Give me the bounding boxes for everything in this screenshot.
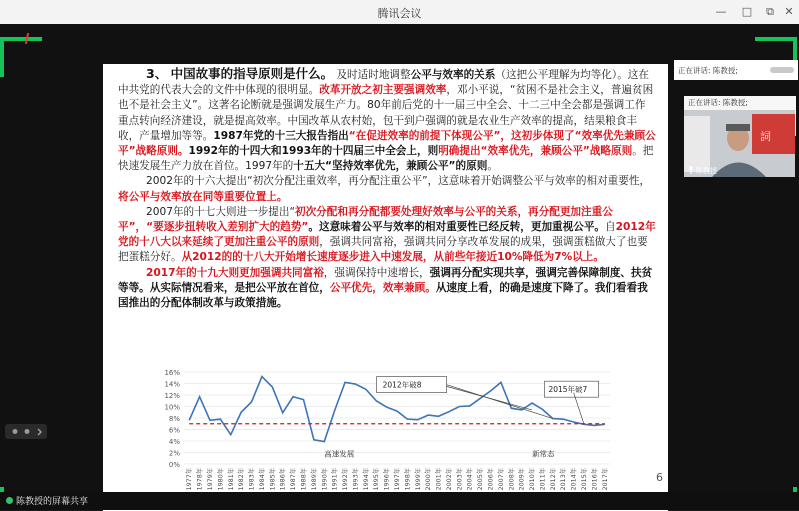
share-border-corner (0, 37, 42, 41)
para1-segment: （这把公平理解为均等化）。这在中共党的代表大会的文件中体现的很明显。 (118, 69, 649, 96)
x-tick-label: 1995年 (371, 467, 380, 490)
para1-segment: 1987年党的十三大报告指出 (213, 130, 348, 142)
speaker-name: 陈教授 (696, 166, 717, 176)
screen-share-icon (6, 497, 13, 504)
x-tick-label: 1997年 (392, 467, 401, 490)
x-tick-label: 1980年 (215, 467, 224, 490)
y-tick-label: 2% (169, 450, 180, 458)
svg-text:詞: 詞 (760, 130, 771, 143)
share-border-corner (755, 37, 797, 41)
slide-paragraph-3 (118, 205, 656, 266)
x-tick-label: 2017年 (600, 467, 609, 490)
x-tick-label: 2007年 (496, 467, 505, 490)
para1-segment: 及时适时地调整 (336, 69, 410, 81)
x-tick-label: 2005年 (475, 467, 484, 490)
x-tick-label: 2004年 (465, 467, 474, 490)
x-tick-label: 1993年 (350, 467, 359, 490)
para1-segment: 十五大“坚持效率优先，兼顾公平”的原则 (293, 160, 487, 172)
slide-heading-number: 3、 (118, 66, 167, 81)
para2-segment: 2002年的十六大提出“初次分配注重效率，再分配注重公平”，这意味着开始调整公平与效率的相对重要性， (146, 175, 650, 187)
para2-segment: 将公平与效率放在同等重要位置上。 (118, 191, 288, 203)
paragraph-3-text (118, 206, 656, 264)
x-tick-label: 1983年 (247, 467, 256, 490)
para3-segment: 。这意味着公平与效率的相对重要性已经反转，更加重视公平。 (308, 221, 605, 233)
y-tick-label: 10% (164, 404, 180, 412)
shared-slide (103, 64, 668, 511)
slide-paragraph-4 (118, 266, 656, 312)
x-tick-label: 1991年 (330, 467, 339, 490)
x-tick-label: 1996年 (382, 467, 391, 490)
para1-segment: 明确提出“效率优先，兼顾公平”战略原则 (438, 145, 632, 157)
callout-2015: 2015年破7 (548, 384, 587, 394)
paragraph-1-text (118, 69, 656, 172)
para3-segment: 从2012的的十八大开始增长速度逐步进入中速发展，从前些年 (182, 251, 476, 263)
slide-page-number: 6 (656, 471, 663, 484)
para4-segment: 强调再分配实现共享，强调完善保障制度、扶贫等等。从实际情况看来，是把公平放在首位， (118, 267, 652, 294)
slide-paragraph-1 (118, 66, 656, 174)
x-tick-label: 1986年 (278, 467, 287, 490)
para3-segment: 自 (605, 221, 616, 233)
callout-leader-2012 (447, 385, 553, 419)
callout-2012: 2012年破8 (383, 380, 422, 390)
x-tick-label: 1990年 (319, 467, 328, 490)
y-tick-label: 12% (164, 392, 180, 400)
para1-segment: 改革开放之初主要强调效率 (319, 84, 446, 96)
x-tick-label: 2015年 (579, 467, 588, 490)
share-border-corner (0, 37, 4, 77)
window-title: 腾讯会议 (0, 5, 799, 21)
para1-segment: ，邓小平说，“贫困不是社会主义，普遍贫困也不是社会主义”。这著名论断就是强调发展生产力。80年前后党的十一届三中全会、十二三中全会都是强调工作重点转向经济建设，就是提高效率。中国改革从农村始，包干到户强调的就是农业生产效率的提高，结果粮食丰收，产量增加等等。 (118, 84, 653, 142)
x-tick-label: 1994年 (361, 467, 370, 490)
close-button[interactable]: ✕ (779, 2, 799, 22)
restore-button[interactable]: ⧉ (760, 2, 780, 22)
x-tick-label: 2002年 (444, 467, 453, 490)
x-tick-label: 1982年 (236, 467, 245, 490)
share-toolbar-collapsed[interactable] (5, 424, 47, 439)
para4-segment: 公平优先，效率兼顾。 (330, 282, 436, 294)
minimize-button[interactable]: — (711, 2, 731, 22)
x-tick-label: 2011年 (537, 467, 546, 490)
para4-segment: 从速度上看，的确是速度下降了。我们看看我国推出的分配体制改革与政策措施。 (118, 282, 648, 309)
para1-segment: 。 (487, 160, 498, 172)
x-tick-label: 1979年 (205, 467, 214, 490)
x-tick-label: 1992年 (340, 467, 349, 490)
para3-segment: 接近10%降低为7%以上。 (476, 251, 604, 263)
y-tick-label: 6% (169, 427, 180, 435)
x-tick-label: 1988年 (298, 467, 307, 490)
para4-segment: ，强调保持中速增长， (324, 267, 430, 279)
x-tick-label: 1989年 (309, 467, 318, 490)
x-tick-label: 1977年 (184, 467, 193, 490)
now-speaking-label: 正在讲话: 陈教授; (688, 97, 748, 108)
y-tick-label: 16% (164, 369, 180, 377)
annotation-high-growth: 高速发展 (324, 449, 354, 459)
x-tick-label: 2000年 (423, 467, 432, 490)
x-tick-label: 2006年 (486, 467, 495, 490)
x-tick-label: 1998年 (402, 467, 411, 490)
y-tick-label: 0% (169, 461, 180, 469)
share-toolbar-icons (5, 424, 47, 439)
x-tick-label: 1987年 (288, 467, 297, 490)
para1-segment: 公平与效率的关系 (411, 69, 496, 81)
gdp-growth-chart (148, 366, 618, 511)
x-tick-label: 2003年 (454, 467, 463, 490)
x-tick-label: 2013年 (558, 467, 567, 490)
screen-share-bar (0, 492, 799, 510)
annotation-new-normal: 新常态 (532, 449, 555, 459)
slide-paragraph-2 (118, 174, 656, 204)
x-tick-label: 2008年 (506, 467, 515, 490)
speaker-indicator-panel (674, 60, 798, 80)
para3-segment: 初次分配和再分配都要处理好效率与公平的关系，再分配更加注重公平”，“要逐步扭转收入差别扩大的趋势” (118, 206, 613, 233)
para3-segment: 2007年的十七大则进一步提出“ (146, 206, 295, 218)
x-tick-label: 2009年 (517, 467, 526, 490)
x-tick-label: 1999年 (413, 467, 422, 490)
x-tick-label: 1984年 (257, 467, 266, 490)
para3-segment: 2012年党的十八大以来延续了更加注重公平的原则 (118, 221, 656, 248)
x-tick-label: 2012年 (548, 467, 557, 490)
y-tick-label: 8% (169, 415, 180, 423)
para1-segment: 1992年的十四大和1993年的十四届三中全会上，则 (189, 145, 439, 157)
share-stage (0, 24, 799, 510)
window-titlebar (0, 0, 799, 25)
y-tick-label: 14% (164, 381, 180, 389)
microphone-icon (688, 166, 694, 174)
now-speaking-label: 正在讲话: 陈教授; (678, 65, 738, 76)
x-tick-label: 2014年 (569, 467, 578, 490)
paragraph-4-text (118, 267, 652, 309)
screen-share-label: 陈教授的屏幕共享 (6, 494, 88, 507)
para1-segment: 。把快速发展生产力放在首位。1997年的 (118, 145, 653, 172)
maximize-button[interactable]: □ (737, 2, 757, 22)
para1-segment: “在促进效率的前提下体现公平”，这初步体现了“效率优先兼顾公平”战略原则。 (118, 130, 656, 157)
x-tick-label: 1981年 (226, 467, 235, 490)
para4-segment: 2017年的十九大则更加强调共同富裕 (146, 267, 324, 279)
x-tick-label: 2016年 (589, 467, 598, 490)
x-tick-label: 1978年 (195, 467, 204, 490)
speaker-video[interactable] (684, 110, 795, 177)
para3-segment: ，强调共同富裕，强调共同分享改革发展的成果，强调蛋糕做大了也要把蛋糕分好。 (118, 236, 648, 263)
x-tick-label: 2010年 (527, 467, 536, 490)
x-tick-label: 2001年 (434, 467, 443, 490)
audio-level-icon (770, 66, 794, 74)
slide-heading: 中国故事的指导原则是什么。 (171, 66, 334, 81)
paragraph-2-text (118, 175, 650, 202)
x-tick-label: 1985年 (267, 467, 276, 490)
y-tick-label: 4% (169, 438, 180, 446)
